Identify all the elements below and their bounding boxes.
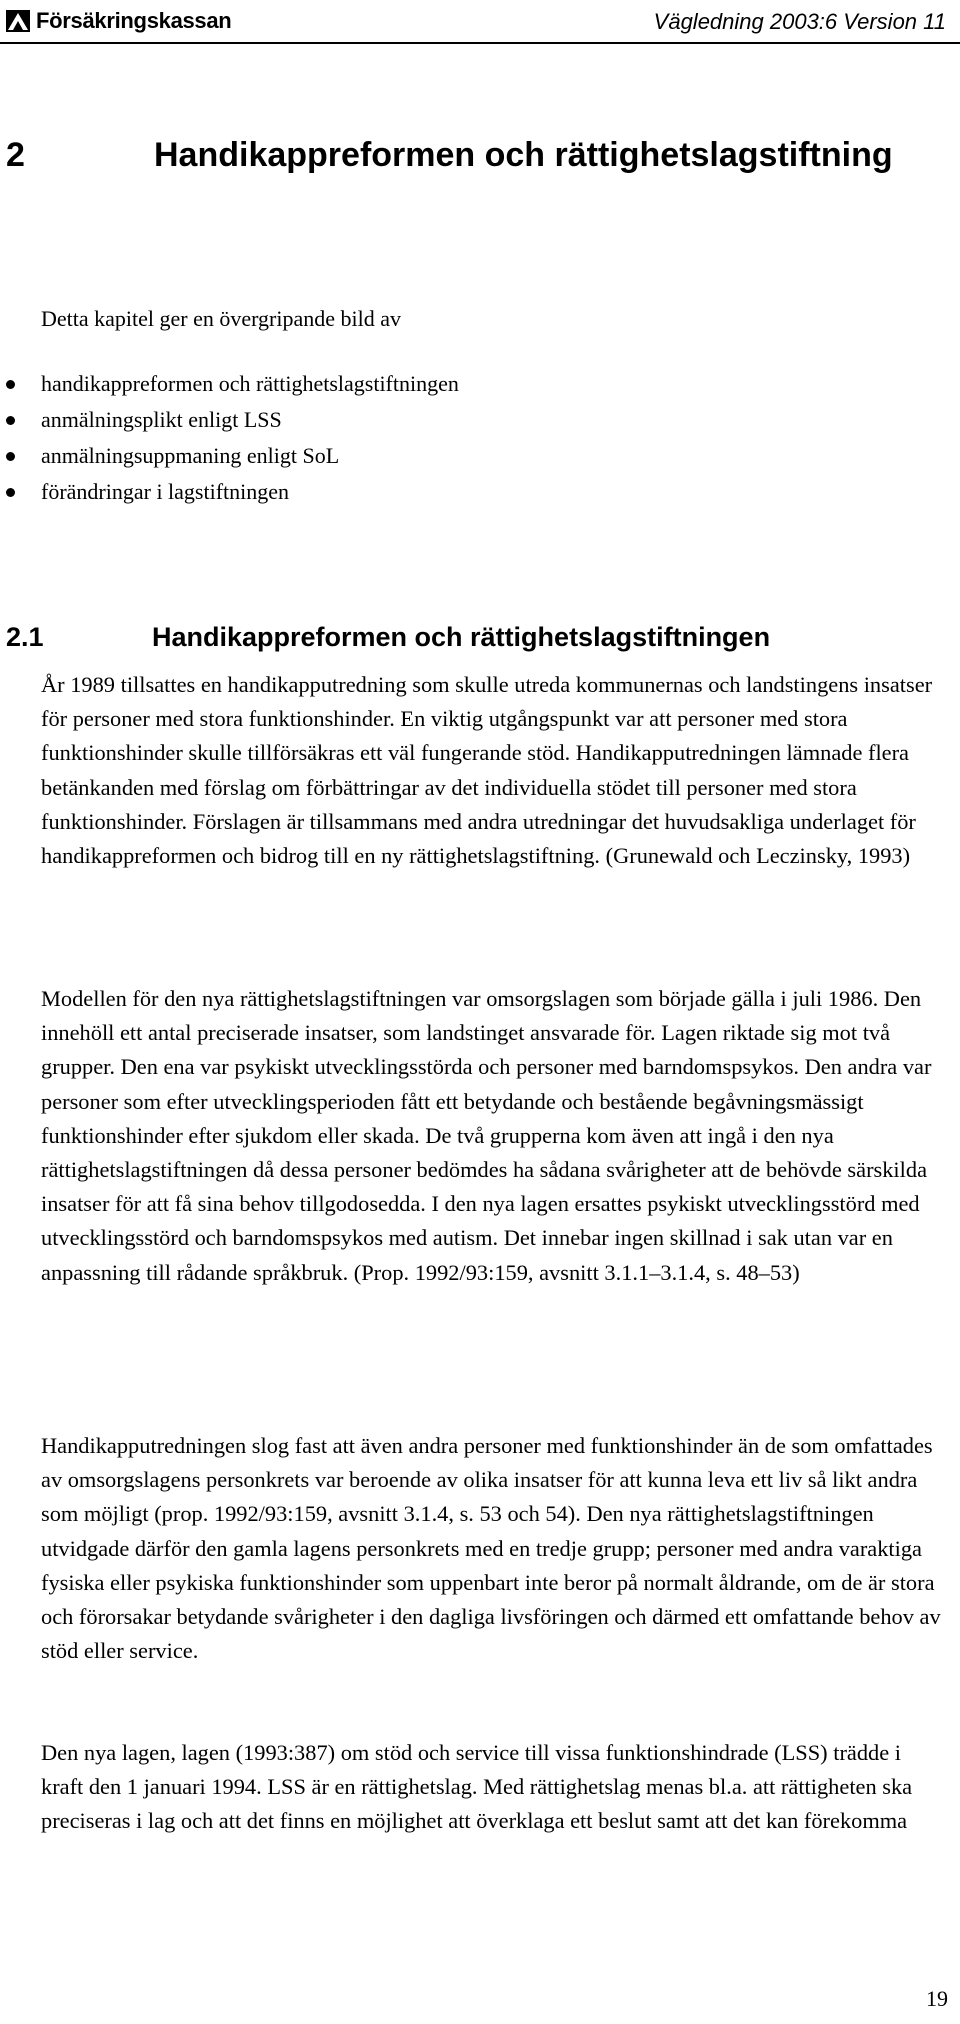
- list-item-text: förändringar i lagstiftningen: [41, 479, 290, 504]
- logo: [6, 8, 231, 34]
- logo-text: Försäkringskassan: [36, 8, 232, 33]
- list-item: [0, 402, 459, 438]
- list-item: [0, 366, 459, 402]
- chapter-overview-list: [0, 366, 459, 510]
- body-paragraph: Den nya lagen, lagen (1993:387) om stöd och service till vissa funktionshindrade (LSS) trädde i kraft den 1 januari 1994. LSS är en rättighetslag. Med rättighetslag menas bl.a. att rättigheten ska preciseras i lag och att det finns en möjlighet att överklaga ett beslut samt att det kan förekomma: [41, 1740, 913, 1834]
- bullet-icon: [6, 488, 15, 497]
- intro-text: Detta kapitel ger en övergripande bild av: [41, 306, 402, 331]
- section-number: 2.1: [6, 622, 44, 652]
- bullet-icon: [6, 452, 15, 461]
- bullet-icon: [6, 380, 15, 389]
- body-paragraph: Handikapputredningen slog fast att även andra personer med funktionshinder än de som omfattades av omsorgslagens personkrets var beroende av olika insatser för att kunna leva ett liv så likt andra som möjligt (prop. 1992/93:159, avsnitt 3.1.4, s. 53 och 54). Den nya rättighetslagstiftningen utvidgade därför den gamla lagens personkrets med en tredje grupp; personer med andra varaktiga fysiska eller psykiska funktionshinder som uppenbart inte beror på normalt åldrande, om de är stora och förorsakar betydande svårigheter i den dagliga livsföringen och därmed ett omfattande behov av stöd eller service.: [41, 1433, 941, 1664]
- list-item: [0, 474, 459, 510]
- list-item-text: anmälningsplikt enligt LSS: [41, 407, 282, 432]
- chapter-number: 2: [6, 136, 25, 174]
- list-item: [0, 438, 459, 474]
- logo-mark-icon: [6, 10, 30, 32]
- list-item-text: anmälningsuppmaning enligt SoL: [41, 443, 340, 468]
- section-title: Handikappreformen och rättighetslagstiftningen: [152, 622, 771, 652]
- page-header: [0, 0, 960, 44]
- chapter-title: Handikappreformen och rättighetslagstiftning: [154, 136, 893, 174]
- body-paragraph: Modellen för den nya rättighetslagstiftningen var omsorgslagen som började gälla i juli 1986. Den innehöll ett antal preciserade insatser, som landstinget ansvarade för. Lagen riktade sig mot två grupper. Den ena var psykiskt utvecklingsstörda och personer med barndomspsykos. Den andra var personer som efter utvecklingsperioden fått ett betydande och bestående begåvningsmässigt funktionshinder efter sjukdom eller skada. De två grupperna kom även att ingå i den nya rättighetslagstiftningen då dessa personer bedömdes ha sådana svårigheter att de behövde särskilda insatser för att få sina behov tillgodosedda. I den nya lagen ersattes psykiskt utvecklingsstörd med utvecklingsstörd och barndomspsykos med autism. Det innebar ingen skillnad i sak utan var en anpassning till rådande språkbruk. (Prop. 1992/93:159, avsnitt 3.1.1–3.1.4, s. 48–53): [41, 986, 932, 1285]
- body-paragraph: År 1989 tillsattes en handikapputredning som skulle utreda kommunernas och landstingens insatser för personer med stora funktionshinder. En viktig utgångspunkt var att personer med stora funktionshinder skulle tillförsäkras ett väl fungerande stöd. Handikapputredningen lämnade flera betänkanden med förslag om förbättringar av det individuella stödet till personer med stora funktionshinder. Förslagen är tillsammans med andra utredningar det huvudsakliga underlaget för handikappreformen och bidrog till en ny rättighetslagstiftning. (Grunewald och Leczinsky, 1993): [41, 672, 933, 869]
- header-divider: [0, 42, 960, 44]
- page-number: 19: [926, 1986, 948, 2011]
- section-heading: [6, 622, 770, 653]
- chapter-heading: [6, 136, 893, 175]
- document-version: Vägledning 2003:6 Version 11: [653, 9, 946, 34]
- list-item-text: handikappreformen och rättighetslagstiftningen: [41, 371, 459, 396]
- bullet-icon: [6, 416, 15, 425]
